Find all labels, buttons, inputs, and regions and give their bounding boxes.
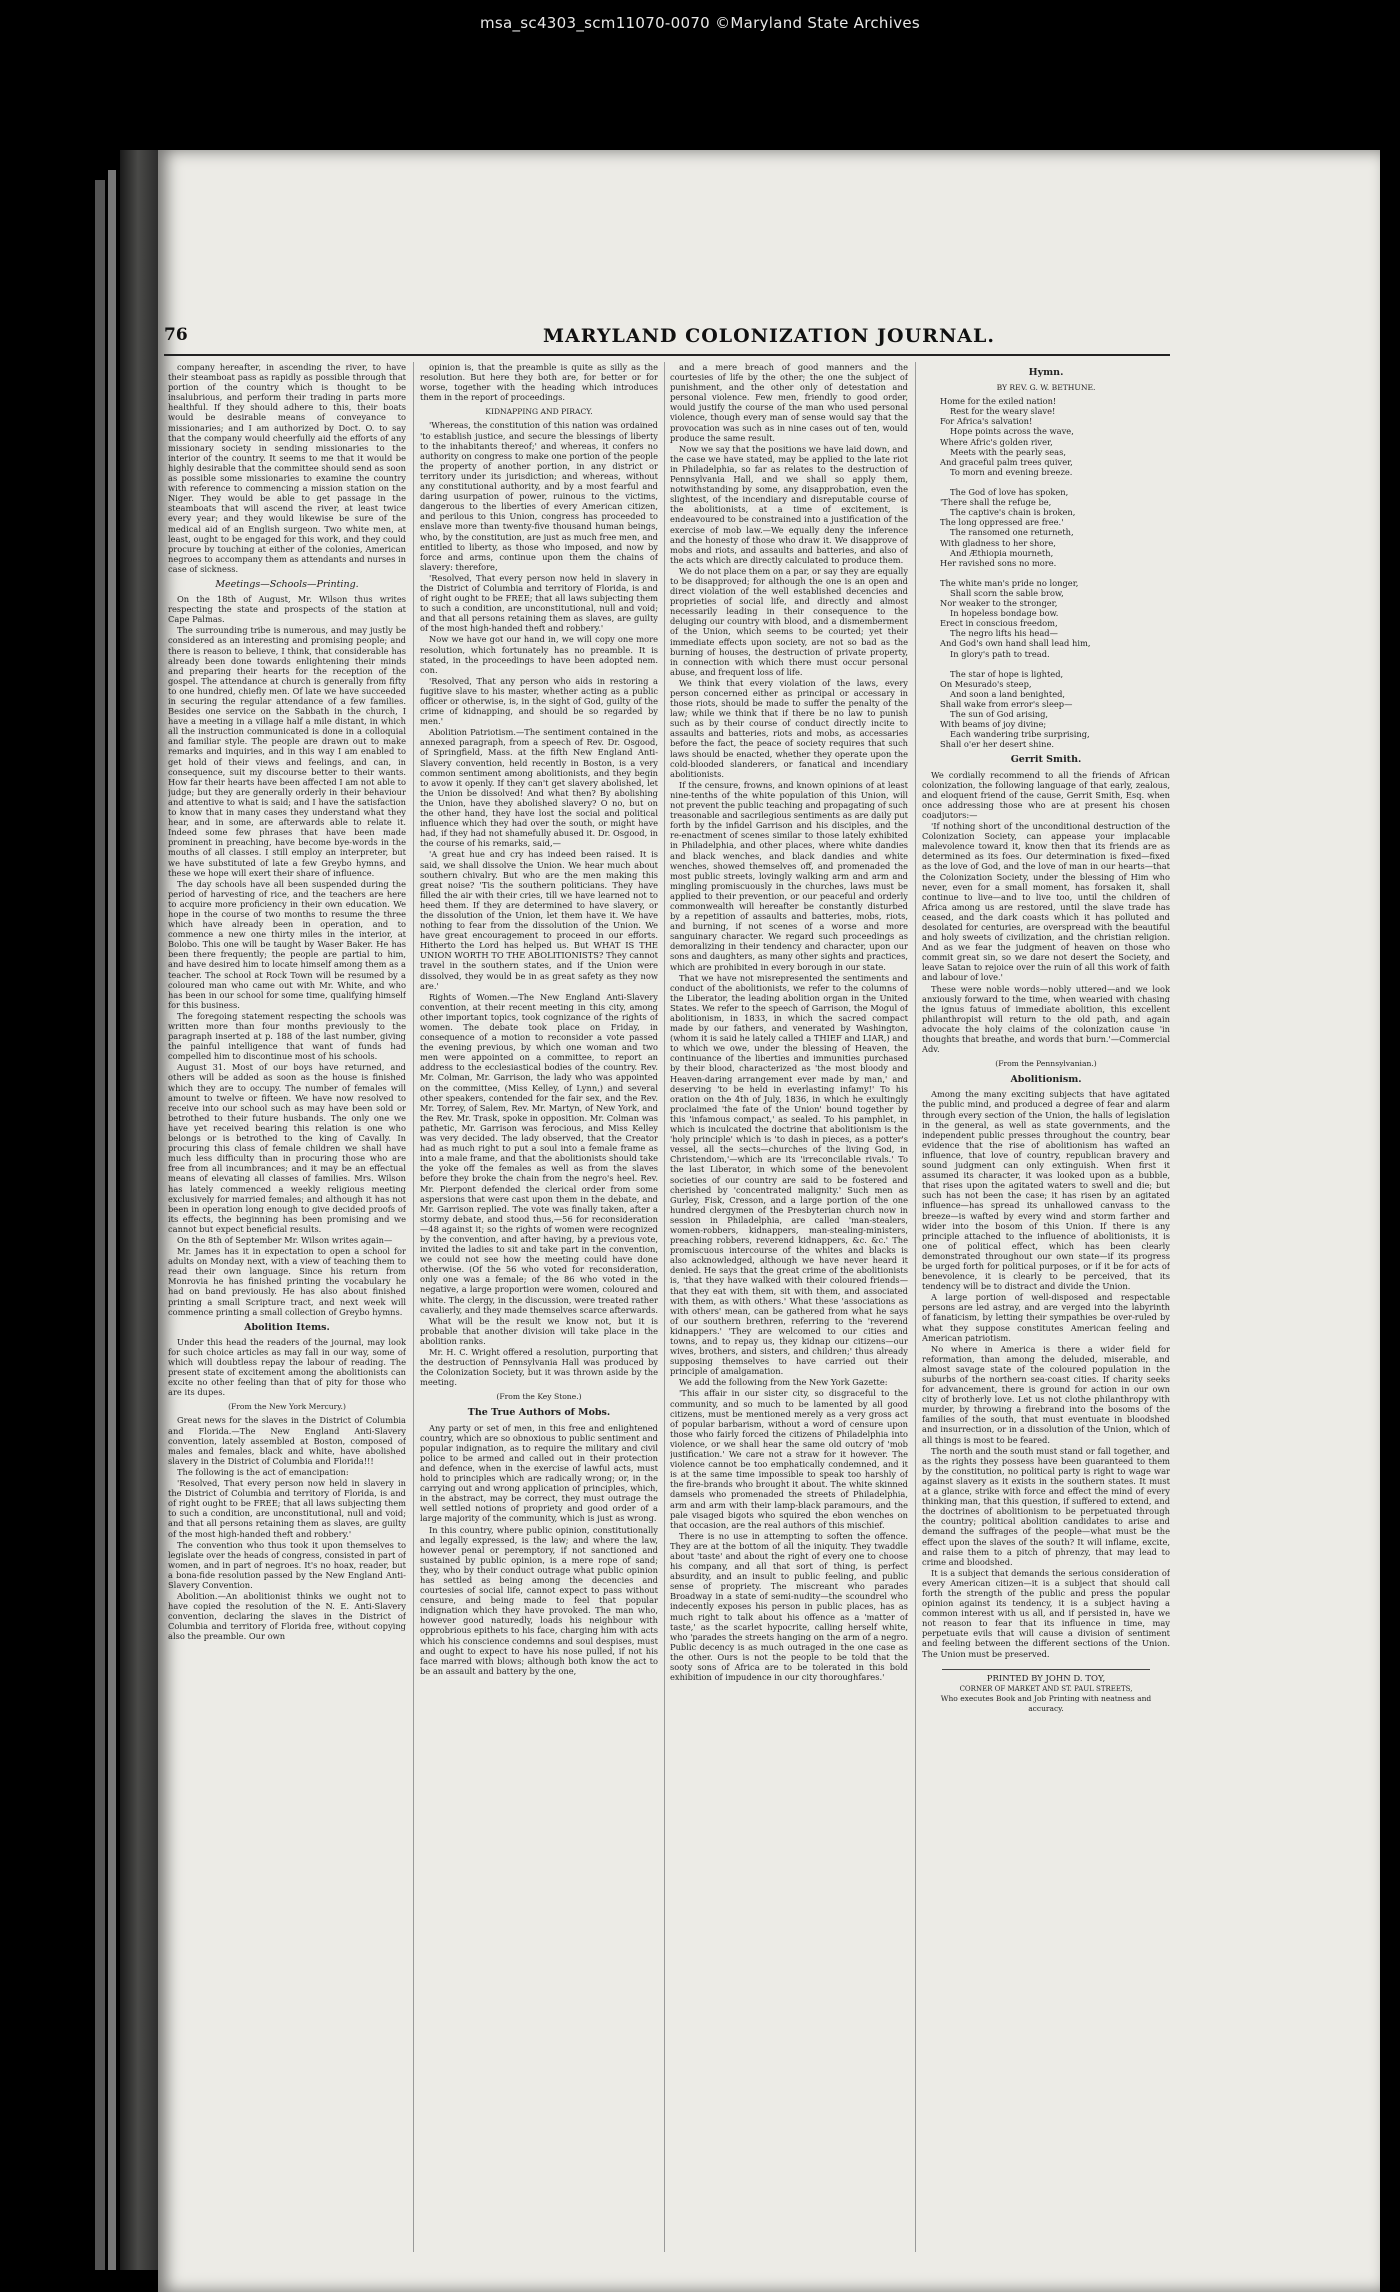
hymn-verses xyxy=(922,396,1170,749)
page-header xyxy=(158,325,1380,353)
paragraph: It is a subject that demands the serious consideration of every American citizen—it is a subject that should call forth the strength of the public and press the popular opinion against its tendency, it is a subject having a common interest with us all, and if persisted in, have we not reason to fear that its influence in time, may perpetuate evils that will cause a division of sentiment and feeling between the different sections of the Union. The Union must be preserved. xyxy=(922,1567,1170,1659)
column-3 xyxy=(670,362,908,2262)
column-rule xyxy=(664,362,665,2252)
paragraph: 'A great hue and cry has indeed been raised. It is said, we shall dissolve the Union. We hear much about southern chivalry. But who are the men making this great noise? 'Tis the southern politicians. They have filled the air with their cries, till we have learned not to heed them. If they are determined to have slavery, or the dissolution of the Union, let them have it. We have nothing to fear from the dissolution of the Union. We have great encouragement to proceed in our efforts. Hitherto the Lord has helped us. But WHAT IS THE UNION WORTH TO THE ABOLITIONISTS? They cannot travel in the southern states, and if the Union were dissolved, they would be in as great safety as they now are.' xyxy=(420,849,658,991)
hymn-line: And God's own hand shall lead him, xyxy=(940,638,1091,649)
hymn-line: Shall o'er her desert shine. xyxy=(940,739,1055,750)
hymn-line: Rest for the weary slave! xyxy=(950,406,1056,417)
printer-address: CORNER OF MARKET AND ST. PAUL STREETS, xyxy=(959,1684,1133,1693)
column-4 xyxy=(922,362,1170,2262)
paragraph: 'Whereas, the constitution of this nation was ordained 'to establish justice, and secure the blessings of liberty to the inhabitants thereof;' and whereas, it confers no authority on congress to make one portion of the people the property of another portion, in any district or territory under its jurisdiction; and whereas, without any constitutional authority, and by a most fearful and daring usurpation of power, ruinous to the victims, dangerous to the liberties of every American citizen, and perilous to this Union, congress has proceeded to enslave more than twenty-five thousand human beings, who, by the constitution, are just as much free men, and entitled to liberty, as those who imposed, and now by force and arms, continue upon them the chains of slavery: therefore, xyxy=(420,420,658,572)
hymn-line: The God of love has spoken, xyxy=(950,487,1069,498)
hymn-line: And graceful palm trees quiver, xyxy=(940,456,1073,467)
hymn-line: For Africa's salvation! xyxy=(940,416,1033,427)
hymn-line: To morn and evening breeze. xyxy=(950,466,1073,477)
paragraph: The convention who thus took it upon themselves to legislate over the heads of congress, consisted in part of women, and in part of negroes. It's no hoax, reader, but a bona-fide resolution passed by the New England Anti-Slavery Convention. xyxy=(168,1539,406,1590)
paragraph: Mr. James has it in expectation to open a school for adults on Monday next, with a view of teaching them to read their own language. Since his return from Monrovia he has finished printing the vocabulary he had on band previously. He has also about finished printing a small Scripture tract, and next week will commence printing a small collection of Greybo hymns. xyxy=(168,1246,406,1317)
paragraph: On the 18th of August, Mr. Wilson thus writes respecting the state and prospects of the station at Cape Palmas. xyxy=(168,594,406,625)
paragraph: What will be the result we know not, but it is probable that another division will take place in the abolition ranks. xyxy=(420,1315,658,1346)
page-edge xyxy=(95,180,105,2270)
paragraph: We add the following from the New York Gazette: xyxy=(679,1377,888,1388)
hymn-line: On Mesurado's steep, xyxy=(940,678,1032,689)
paragraph: Great news for the slaves in the District of Columbia and Florida.—The New England Anti-Slavery convention, lately assembled at Boston, composed of males and females, black and white, have abolished slavery in the District of Columbia and Florida!!! xyxy=(168,1415,406,1466)
paragraph: We cordially recommend to all the friends of African colonization, the following language of that early, zealous, and eloquent friend of the cause, Gerrit Smith, Esq. when once addressing those who are at present his chosen coadjutors:— xyxy=(922,769,1170,820)
hymn-line: And soon a land benighted, xyxy=(950,688,1066,699)
page-edge xyxy=(108,170,116,2270)
section-heading: Abolitionism. xyxy=(1010,1074,1082,1086)
hymn-line: The captive's chain is broken, xyxy=(950,507,1076,518)
hymn-line: Home for the exiled nation! xyxy=(940,396,1057,407)
hymn-line: The sun of God arising, xyxy=(950,709,1049,720)
paragraph: and a mere breach of good manners and the courtesies of life by the other; the one the subject of punishment, and the other only of detestation and personal violence. Few men, friendly to good order, would justify the course of the man who used personal violence, though every man of sense would say that the provocation was such as in nine cases out of ten, would produce the same result. xyxy=(670,362,908,443)
paragraph: Abolition Patriotism.—The sentiment contained in the annexed paragraph, from a speech of Rev. Dr. Osgood, of Springfield, Mass. at the fifth New England Anti-Slavery convention, held recently in Boston, is a very common sentiment among abolitionists, and they begin to avow it openly. If they can't get slavery abolished, let the Union be dissolved! And what then? By abolishing the Union, have they abolished slavery? O no, but on the other hand, they have lost the social and political influence which they had over the south, or might have had, if they had not shamefully abused it. Dr. Osgood, in the course of his remarks, said,— xyxy=(420,727,658,849)
paragraph: If the censure, frowns, and known opinions of at least nine-tenths of the white population of this Union, will not prevent the public teaching and propagating of such treasonable and sacrilegious sentiments as are daily put forth by the infidel Garrison and his disciples, and the re-enactment of scenes similar to those lately exhibited in Philadelphia, and other places, where white dandies and black wenches, and black dandies and white wenches, showed themselves off, and promenaded the most public streets, lovingly walking arm and arm and mingling promiscuously in the churches, laws must be applied to their prevention, or our peaceful and orderly commonwealth will hereafter be constantly disturbed by a repetition of assaults and batteries, mobs, riots, and burning, if not scenes of a worse and more sanguinary character. We regard such proceedings as demoralizing in their tendency and character, upon our sons and daughters, as many other sights and practices, which are prohibited in every borough in our state. xyxy=(670,779,908,972)
hymn-line: 'There shall the refuge be, xyxy=(940,497,1052,508)
paragraph: opinion is, that the preamble is quite as silly as the resolution. But here they both are, for better or for worse, together with the heading which introduces them in the report of proceedings. xyxy=(420,362,658,403)
paragraph: 'Resolved, That every person now held in slavery in the District of Columbia and territory of Florida, is and of right ought to be FREE; that all laws subjecting them to such a condition, are unconstitutional, null and void; and that all persons retaining them as slaves, are guilty of the most high-handed theft and robbery.' xyxy=(168,1478,406,1539)
source-note: (From the Pennsylvanian.) xyxy=(995,1059,1097,1069)
hymn-line: With gladness to her shore, xyxy=(940,537,1056,548)
paragraph: Any party or set of men, in this free and enlightened country, which are so obnoxious to public sentiment and popular indignation, as to require the military and civil police to be armed and called out in their protection and defence, when in the exercise of lawful acts, must hold to principles which are radically wrong; or, in the carrying out and wrong application of principles, which, in the abstract, may be correct, they must outrage the well settled notions of propriety and good order of a large majority of the community, which is just as wrong. xyxy=(420,1422,658,1524)
hymn-line: The negro lifts his head— xyxy=(950,628,1058,639)
source-note: (From the New York Mercury.) xyxy=(228,1402,346,1412)
paragraph: The foregoing statement respecting the schools was written more than four months previously to the paragraph inserted at p. 188 of the last number, giving the painful intelligence that want of funds had compelled him to discontinue most of his schools. xyxy=(168,1010,406,1062)
paragraph: These were noble words—nobly uttered—and we look anxiously forward to the time, when wearied with chasing the ignus fatuus of immediate abolition, this excellent philanthropist will return to the old path, and again advocate the holy claims of the colonization cause 'in thoughts that breathe, and words that burn.'—Commercial Adv. xyxy=(922,983,1170,1055)
paragraph: There is no use in attempting to soften the offence. They are at the bottom of all the iniquity. They twaddle about 'taste' and about the right of every one to choose his company, and all that sort of thing, is perfect absurdity, and an insult to public feeling, and public sense of propriety. The miscreant who parades Broadway in a state of semi-nudity—the scoundrel who indecently exposes his person in public places, has as much right to talk about his offence as a 'matter of taste,' as the scarlet hypocrite, calling herself white, who 'parades the streets hanging on the arm of a negro. Public decency is as much outraged in the one case as the other. Ours is not the people to be told that the sooty sons of Africa are to be tolerated in this bold exhibition of impudence in our city thoroughfares.' xyxy=(670,1530,908,1683)
printer-name: PRINTED BY JOHN D. TOY, xyxy=(986,1673,1106,1684)
hymn-line: Meets with the pearly seas, xyxy=(950,446,1066,457)
paragraph: Under this head the readers of the journal, may look for such choice articles as may fall in our way, some of which will doubtless repay the labour of reading. The present state of excitement among the abolitionists can excite no other feeling than that of pity for those who are its dupes. xyxy=(168,1336,406,1398)
section-heading: KIDNAPPING AND PIRACY. xyxy=(485,407,593,417)
paragraph: Now we say that the positions we have laid down, and the case we have stated, may be applied to the late riot in Philadelphia, so far as relates to the destruction of Pennsylvania Hall, and we shall so apply them, notwithstanding by some, any disapprobation, even the slightest, of the incendiary and disreputable course of the abolitionists, at a time of excitement, is endeavoured to be constrained into a justification of the exercise of mob law.—We equally deny the inference and the honesty of those who draw it. We disapprove of mobs and riots, and assaults and batteries, and also of the acts which are directly calculated to produce them. xyxy=(670,443,908,565)
journal-title: MARYLAND COLONIZATION JOURNAL. xyxy=(542,325,996,347)
column-1 xyxy=(168,362,406,2262)
paragraph: That we have not misrepresented the sentiments and conduct of the abolitionists, we refer to the columns of the Liberator, the leading abolition organ in the United States. We refer to the speech of Garrison, the Mogul of abolitionism, in 1833, in which the sacred compact made by our fathers, and venerated by Washington, (whom it is said he lately called a THIEF and LIAR,) and to which we owe, under the blessing of Heaven, the continuance of the liberties and immunities purchased by their blood, characterized as 'the most bloody and Heaven-daring arrangement ever made by man,' and deserving 'to be held in everlasting infamy!' To his oration on the 4th of July, 1836, in which he exultingly proclaimed 'the fate of the Union' bound together by this 'infamous compact,' as sealed. To his pamphlet, in which is inculcated the doctrine that abolitionism is the 'holy principle' which is 'to dash in pieces, as a potter's vessel, all the sects—churches of the living God, in Christendom,'—which are its 'irreconcilable rivals.' To the last Liberator, in which some of the benevolent societies of our country are said to be fostered and cherished by 'concentrated malignity.' Such men as Gurley, Fisk, Cresson, and a large portion of the one hundred clergymen of the Presbyterian church now in session in Philadelphia, are called 'man-stealers, women-robbers, kidnappers, man-stealing-ministers, preaching robbers, reverend kidnappers, &c. &c.' The promiscuous intercourse of the whites and blacks is also acknowledged, although we have never heard it denied. He says that the great crime of the abolitionists is, 'that they have walked with their coloured friends—that they eat with them, sit with them, and associated with them, as with others.' What these 'associations as with others' mean, can be gathered from what he says of our southern brethren, referring to the 'reverend kidnappers.' 'They are welcomed to our cities and towns, and to repay us, they kidnap our citizens—our wives, brothers, and sisters, and children;' thus already supposing themselves to have carried out their principle of amalgamation. xyxy=(670,972,908,1377)
hymn-line xyxy=(940,477,1170,487)
hymn-author: BY REV. G. W. BETHUNE. xyxy=(996,383,1096,393)
hymn-line: Hope points across the wave, xyxy=(950,426,1074,437)
paragraph: On the 8th of September Mr. Wilson writes again— xyxy=(177,1234,393,1245)
hymn-title: Hymn. xyxy=(1028,367,1064,378)
column-2 xyxy=(420,362,658,2262)
hymn-line: The long oppressed are free.' xyxy=(940,517,1064,528)
column-rule xyxy=(413,362,414,2252)
hymn-line: Each wandering tribe surprising, xyxy=(950,729,1090,740)
section-heading: Abolition Items. xyxy=(244,1321,330,1333)
book-binding xyxy=(120,150,160,2270)
source-note: (From the Key Stone.) xyxy=(496,1392,582,1402)
printer-imprint xyxy=(922,1669,1170,1714)
hymn-line: In glory's path to tread. xyxy=(950,648,1050,659)
paragraph: The surrounding tribe is numerous, and may justly be considered as an interesting and promising people; and there is reason to believe, I think, that considerable has already been done towards enlightening their minds and preparing their hearts for the reception of the gospel. The attendance at church is generally from fifty to one hundred, chiefly men. Of late we have succeeded in securing the regular attendance of a few families. Besides one service on the Sabbath in the church, I have a meeting in a village half a mile distant, in which all the instruction communicated is done in a colloquial and familiar style. The people are drawn out to make remarks and inquiries, and in this way I am enabled to get hold of their views and feelings, and can, in consequence, suit my discourse better to their wants. How far their hearts have been affected I am not able to judge; but they are generally orderly in their behaviour and attentive to what is said; and I have the satisfaction to know that in many cases they understand what they hear, and in some, are afterwards able to relate it. Indeed some few phrases that have been made prominent in preaching, have become bye-words in the mouths of all classes. I still employ an interpreter, but we have substituted of late a few Greybo hymns, and these we hope will exert their share of influence. xyxy=(168,625,406,878)
paragraph: Now we have got our hand in, we will copy one more resolution, which fortunately has no preamble. It is stated, in the proceedings to have been adopted nem. con. xyxy=(420,634,658,675)
hymn-line: The ransomed one returneth, xyxy=(950,527,1074,538)
section-heading: Gerrit Smith. xyxy=(1010,754,1082,766)
section-heading: Meetings—Schools—Printing. xyxy=(215,578,359,590)
hymn-line: In hopeless bondage bow. xyxy=(950,608,1059,619)
paragraph: The following is the act of emancipation: xyxy=(177,1466,349,1477)
section-heading: The True Authors of Mobs. xyxy=(467,1407,611,1419)
paragraph: Rights of Women.—The New England Anti-Slavery convention, at their recent meeting in this city, among other important topics, took cognizance of the rights of women. The debate took place on Friday, in consequence of a motion to reconsider a vote passed the evening previous, by which one woman and two men were appointed on a committee, to report an address to the ecclesiastical bodies of the country. Rev. Mr. Colman, Mr. Garrison, the lady who was appointed on the committee, (Miss Kelley, of Lynn,) and several other speakers, contended for the fair sex, and the Rev. Mr. Torrey, of Salem, Rev. Mr. Martyn, of New York, and the Rev. Mr. Trask, spoke in opposition. Mr. Colman was pathetic, Mr. Garrison was ferocious, and Miss Kelley was very decided. The lady observed, that the Creator had as much right to put a soul into a female frame as into a male frame, and that the abolitionists should take the yoke off the females as well as from the slaves before they broke the chain from the negro's heel. Rev. Mr. Pierpont defended the clerical order from some aspersions that were cast upon them in the debate, and Mr. Garrison replied. The vote was finally taken, after a stormy debate, and stood thus,—56 for reconsideration—48 against it; so the rights of women were recognized by the convention, and after having, by a previous vote, invited the ladies to sit and take part in the convention, we could not see how the meeting could have done otherwise. (Of the 56 who voted for reconsideration, only one was a female; of the 86 who voted in the negative, a large proportion were women, coloured and white. The clergy, in the discussion, were treated rather cavalierly, and they made themselves scarce afterwards. xyxy=(420,991,658,1315)
paragraph: 'This affair in our sister city, so disgraceful to the community, and so much to be lamented by all good citizens, must be mentioned merely as a very gross act of popular barbarism, without a word of censure upon those who fairly forced the citizens of Philadelphia into violence, or we shall hear the same old outcry of 'mob justification.' We care not a straw for it however. The violence cannot be too emphatically condemned, and it is at the same time impossible to speak too harshly of the fire-brands who brought it about. The white skinned damsels who promenaded the streets of Philadelphia, arm and arm with their lamp-black paramours, and the pale visaged bigots who squired the ebon wenches on that occasion, are the real authors of this mischief. xyxy=(670,1388,908,1530)
archive-label: msa_sc4303_scm11070-0070 ©Maryland State Archives xyxy=(479,14,921,32)
paragraph: We think that every violation of the laws, every person concerned either as principal or accessary in those riots, should be made to suffer the penalty of the law; while we think that if there be no law to punish such as by their course of conduct directly incite to assaults and batteries, riots and mobs, as accessaries before the fact, the peace of society requires that such laws should be enacted, whether they operate upon the cold-blooded slanderers, or fanatical and incendiary abolitionists. xyxy=(670,677,908,779)
hymn-line: Shall wake from error's sleep— xyxy=(940,699,1073,709)
paragraph: 'If nothing short of the unconditional destruction of the Colonization Society, can appease your implacable malevolence toward it, know then that its friends are as determined as its foes. Our determination is fixed—fixed as the love of God, and the love of man in our hearts—that the Colonization Society, under the blessing of Him who never, even for a small moment, has forsaken it, shall continue to live—and to live too, until the children of Africa among us are restored, until the slave trade has ceased, and the dark coasts which it has polluted and desolated for centuries, are overspread with the beautiful and holy sweets of civilization, and the christian religion. And as we fear the judgment of heaven on those who commit great sin, so we dare not desert the Society, and leave Satan to rejoice over the ruin of all this work of faith and labour of love.' xyxy=(922,821,1170,983)
newspaper-page xyxy=(158,150,1380,2292)
hymn-line: Erect in conscious freedom, xyxy=(940,618,1058,629)
page-number: 76 xyxy=(164,325,188,345)
paragraph: 'Resolved, That any person who aids in restoring a fugitive slave to his master, whether acting as a public officer or otherwise, is, in the sight of God, guilty of the crime of kidnapping, and should be so regarded by men.' xyxy=(420,675,658,727)
imprint-rule xyxy=(942,1669,1150,1670)
hymn-line: With beams of joy divine; xyxy=(940,719,1047,730)
paragraph: Abolition.—An abolitionist thinks we ought not to have copied the resolution of the N. E. Anti-Slavery convention, declaring the slaves in the District of Columbia and territory of Florida free, without copying also the preamble. Our own xyxy=(168,1591,406,1642)
hymn-line: Her ravished sons no more. xyxy=(940,557,1057,568)
paragraph: A large portion of well-disposed and respectable persons are led astray, and are verged into the labyrinth of fanaticism, by letting their sympathies be over-ruled by what they suppose constitutes American feeling and American patriotism. xyxy=(922,1292,1170,1343)
hymn-line: Nor weaker to the stronger, xyxy=(940,598,1058,609)
paragraph: In this country, where public opinion, constitutionally and legally expressed, is the law; and where the law, however penal or peremptory, if not sanctioned and sustained by public opinion, is a mere rope of sand; they, who by their conduct outrage what public opinion has settled as being among the decencies and courtesies of social life, cannot expect to pass without censure, and being made to feel that popular indignation which they have provoked. The man who, however good naturedly, loads his neighbour with opprobrious epithets to his face, charging him with acts which his conscience condemns and soul despises, must and ought to expect to have his nose pulled, if not his face marred with blows; although both know the act to be an assault and battery by the one, xyxy=(420,1524,658,1676)
hymn-line: Where Afric's golden river, xyxy=(940,436,1053,447)
hymn-line xyxy=(940,659,1170,669)
paragraph: The day schools have all been suspended during the period of harvesting of rice, and the teachers are here to acquire more proficiency in their own education. We hope in the course of two months to resume the three which have already been in operation, and to commence a new one thirty miles in the interior, at Bolobo. This one will be taught by Waser Baker. He has been there frequently; the people are partial to him, and have desired him to locate himself among them as a teacher. The school at Rock Town will be resumed by a coloured man who came out with Mr. White, and who has been in our school for some time, qualifying himself for this business. xyxy=(168,878,406,1010)
paragraph: August 31. Most of our boys have returned, and others will be added as soon as the house is finished which they are to occupy. The number of females will amount to twelve or fifteen. We have now resolved to receive into our school such as may have been sold or betrothed to their future husbands. The only one we have yet received bearing this relation is one who belongs or is betrothed to the king of Cavally. In procuring this class of female children we shall have much less difficulty than in procuring those who are free from all incumbrances; and it may be an effectual means of elevating all classes of families. Mrs. Wilson has lately commenced a weekly religious meeting exclusively for married females; and although it has not been in operation long enough to give decided proofs of its effects, the beginning has been promising and we cannot but expect beneficial results. xyxy=(168,1062,406,1234)
paragraph: The north and the south must stand or fall together, and as the rights they possess have been guaranteed to them by the constitution, no political party is right to wage war against slavery as it exists in the southern states. It must at a glance, strike with force and effect the mind of every thinking man, that this question, if suffered to extend, and the doctrines of abolitionism to be perpetuated through the country; political abolition candidates to arise and demand the suffrages of the people—what must be the effect upon the slaves of the south? It will inflame, excite, and raise them to a pitch of phrenzy, that may lead to crime and bloodshed. xyxy=(922,1445,1170,1567)
paragraph: Among the many exciting subjects that have agitated the public mind, and produced a degree of fear and alarm through every section of the Union, the halls of legislation in the general, as well as state governments, and the independent public presses throughout the country, bear evidence that the rise of abolitionism has wafted an influence, that love of country, republican bravery and sound judgment can only extinguish. When first it assumed its character, it was looked upon as a bubble, that rises upon the agitated waters to swell and die; but such has not been the case; it has risen by an agitated influence—has spread its unhallowed canvass to the breeze—is wafted by every wind and storm farther and wider into the bosom of this Union. If there is any principle attached to the influence of abolitionists, it is one of political effect, which has been clearly demonstrated throughout our own state—if its progress be urged forth for political purposes, or if it be for acts of benevolence, it is clearly to be perceived, that its tendency will be to distract and divide the Union. xyxy=(922,1089,1170,1292)
paragraph: We do not place them on a par, or say they are equally to be disapproved; for although the one is an open and direct violation of the well established decencies and proprieties of social life, and directly and almost necessarily leading in their consequence to the deluging our country with blood, and a dismemberment of the Union, which seems to be courted; yet their immediate effects upon society, are not so bad as the burning of houses, the destruction of private property, in connection with which there must occur personal abuse, and frequent loss of life. xyxy=(670,565,908,677)
paragraph: company hereafter, in ascending the river, to have their steamboat pass as rapidly as possible through that portion of the country which is thought to be insalubrious, and perform their trading in parts more healthful. If they should adhere to this, their boats would be desirable means of conveyance to missionaries; and I am authorized by Doct. O. to say that the company would cheerfully aid the efforts of any missionary society in sending missionaries to the interior of the country. It seems to me that it would be highly desirable that the committee should send as soon as possible some missionaries to examine the country with reference to commencing a mission station on the Niger. They would be able to get passage in the steamboats that will ascend the river, at least twice every year; and they would likewise be sure of the medical aid of an English surgeon. Two white men, at least, ought to be engaged for this work, and they could procure by touching at either of the colonies, American negroes to accompany them as attendants and nurses in case of sickness. xyxy=(168,362,406,574)
paragraph: No where in America is there a wider field for reformation, than among the deluded, miserable, and almost savage state of the coloured population in the suburbs of the northern sea-coast cities. If charity seeks for advancement, there is ground for action in our own city of brotherly love. Let us not clothe philanthropy with murder, by throwing a firebrand into the bosoms of the families of the south, that must eventuate in bloodshed and insurrection, or in a dissolution of the Union, which of all things is most to be feared. xyxy=(922,1343,1170,1445)
printer-services: Who executes Book and Job Printing with neatness and accuracy. xyxy=(940,1693,1152,1713)
hymn-line: And Æthiopia mourneth, xyxy=(950,547,1054,558)
hymn-line xyxy=(950,568,1170,578)
header-rule xyxy=(164,354,1170,356)
hymn-line: Shall scorn the sable brow, xyxy=(950,587,1064,598)
column-rule xyxy=(915,362,916,2252)
paragraph: 'Resolved, That every person now held in slavery in the District of Columbia and territory of Florida, is and of right ought to be FREE; that all laws subjecting them to such a condition, are unconstitutional, null and void; and that all persons retaining them as slaves, are guilty of the most high-handed theft and robbery.' xyxy=(420,572,658,634)
hymn-line: The star of hope is lighted, xyxy=(950,668,1064,679)
paragraph: Mr. H. C. Wright offered a resolution, purporting that the destruction of Pennsylvania Hall was produced by the Colonization Society, but it was thrown aside by the meeting. xyxy=(420,1347,658,1388)
hymn-line: The white man's pride no longer, xyxy=(940,577,1079,588)
